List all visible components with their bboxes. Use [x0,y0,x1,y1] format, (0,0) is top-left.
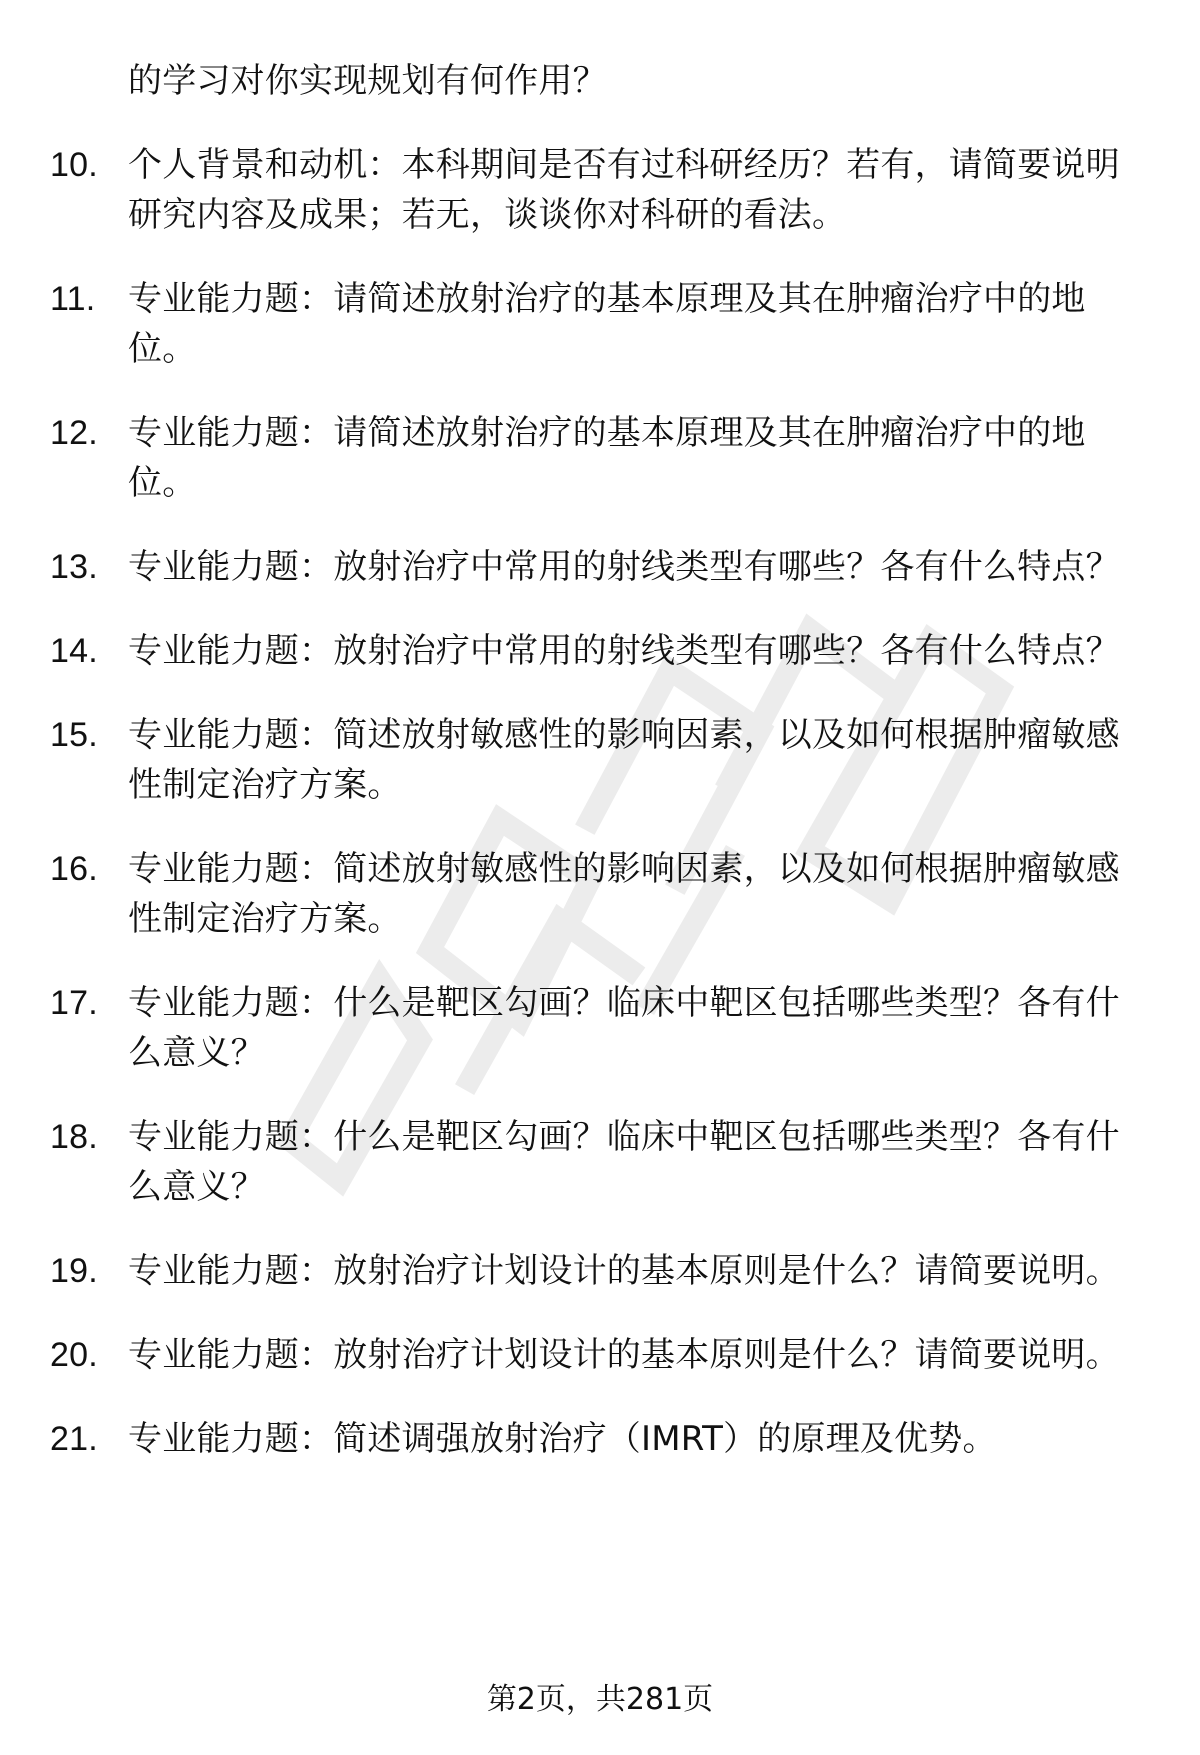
question-number: 15. [50,716,98,754]
question-text: 专业能力题：什么是靶区勾画？临床中靶区包括哪些类型？各有什么意义？ [128,983,1120,1073]
list-item [0,140,1143,240]
question-number: 12. [50,414,98,452]
question-number: 17. [50,984,98,1022]
question-text: 专业能力题：请简述放射治疗的基本原理及其在肿瘤治疗中的地位。 [128,279,1086,369]
question-text: 专业能力题：放射治疗计划设计的基本原则是什么？请简要说明。 [128,1335,1120,1375]
question-number: 10. [50,146,98,184]
list-item [0,844,1143,944]
question-text: 个人背景和动机：本科期间是否有过科研经历？若有，请简要说明研究内容及成果；若无，谈谈你对科研的看法。 [128,145,1120,235]
question-number: 13. [50,548,98,586]
question-number: 19. [50,1252,98,1290]
list-item [0,1330,1143,1380]
question-text: 专业能力题：放射治疗中常用的射线类型有哪些？各有什么特点？ [128,631,1120,671]
list-item [0,274,1143,374]
list-item [0,542,1143,592]
question-number: 16. [50,850,98,888]
list-item [0,1246,1143,1296]
continuation-text: 的学习对你实现规划有何作用？ [128,61,607,101]
question-text: 专业能力题：简述放射敏感性的影响因素，以及如何根据肿瘤敏感性制定治疗方案。 [128,715,1120,805]
question-text: 专业能力题：放射治疗中常用的射线类型有哪些？各有什么特点？ [128,547,1120,587]
list-item [0,626,1143,676]
question-number: 21. [50,1420,98,1458]
question-text: 专业能力题：请简述放射治疗的基本原理及其在肿瘤治疗中的地位。 [128,413,1086,503]
question-number: 14. [50,632,98,670]
question-text: 专业能力题：简述调强放射治疗（IMRT）的原理及优势。 [128,1419,997,1459]
page-footer: 第2页，共281页 [486,1682,714,1717]
list-item [0,710,1143,810]
question-text: 专业能力题：放射治疗计划设计的基本原则是什么？请简要说明。 [128,1251,1120,1291]
question-number: 18. [50,1118,98,1156]
question-number: 11. [50,280,96,318]
list-item [0,978,1143,1078]
list-item [0,408,1143,508]
question-text: 专业能力题：什么是靶区勾画？临床中靶区包括哪些类型？各有什么意义？ [128,1117,1120,1207]
list-item [0,1414,1143,1464]
list-item [0,1112,1143,1212]
question-list [0,140,1200,1464]
question-text: 专业能力题：简述放射敏感性的影响因素，以及如何根据肿瘤敏感性制定治疗方案。 [128,849,1120,939]
document-body [0,56,1200,1464]
question-number: 20. [50,1336,98,1374]
